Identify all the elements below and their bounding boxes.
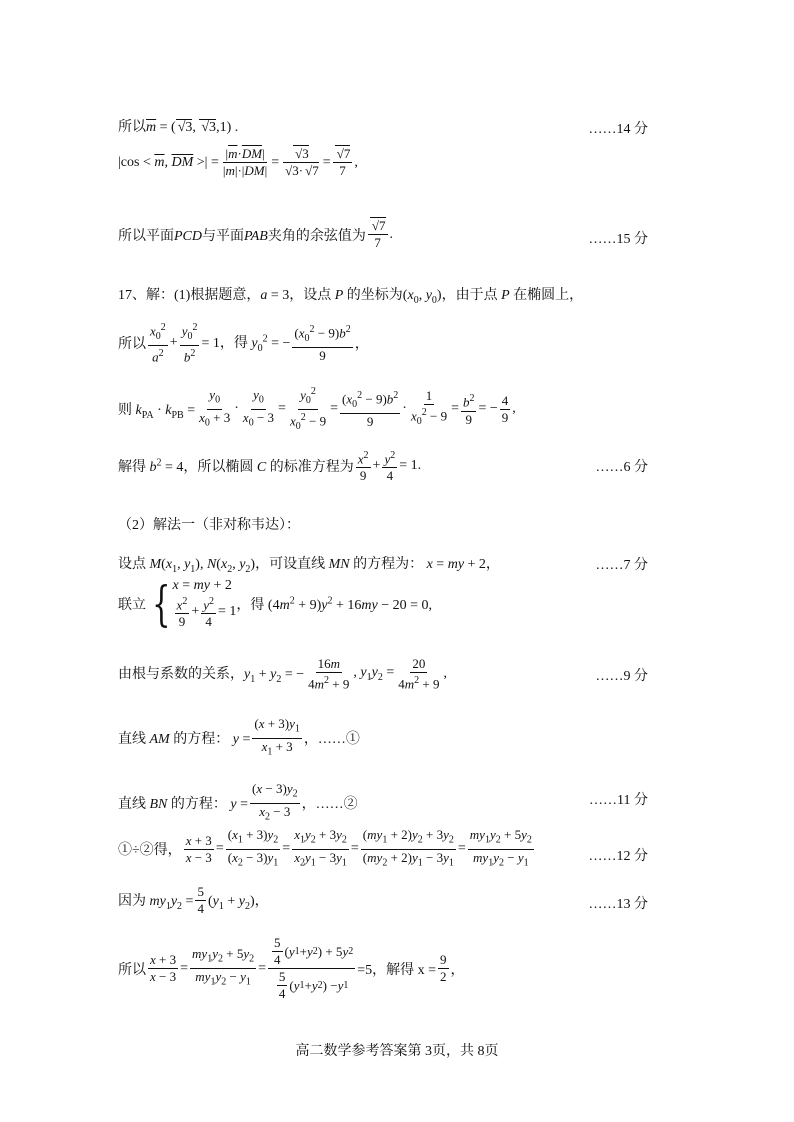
page-footer: 高二数学参考答案第 3页，共 8页: [295, 1044, 499, 1059]
fraction: $\frac{20}{4m^2 + 9}$: [398, 656, 440, 692]
fraction: $\frac{x + 3}{x - 3}$: [185, 832, 212, 865]
score-7: ……7 分: [595, 558, 648, 573]
equation-system: x = my + 2 $\frac{x^2}{9}$ + $\frac{y^2}{4}$ = 1: [172, 578, 237, 630]
fraction: $\frac{(my_1 + 2)y_2 + 3y_2}{(my_2 + 2)y_1 - 3y_1}$: [362, 827, 454, 869]
line-vieta: 由根与系数的关系，$y_1 + y_2$ = − $\frac{16m}{4m^2 + 9}$ , $y_1y_2$ = $\frac{20}{4m^2 + 9}$ ,: [118, 656, 447, 692]
score-9: ……9 分: [595, 669, 648, 684]
fraction: $\frac{y_0}{x_0 + 3}$: [199, 387, 231, 429]
line-ellipse-point: 所以 $\frac{x_0^2}{a^2}$ + $\frac{y_0^2}{b^2}$ = 1，得 $y_0^2$ = − $\frac{(x_0^2 - 9)b^2}{9}$ ，: [118, 322, 369, 365]
fraction: $\frac{1}{x_0^2 - 9}$: [410, 388, 448, 428]
fraction: $\frac{x_0^2}{a^2}$: [150, 322, 166, 365]
fraction: $\frac{|\overline{m}\cdot\overline{DM}|}{|\overline{m}|\cdot|\overline{DM}|}$: [222, 146, 268, 178]
fraction: $\frac{5}{4}$ ( y 1 + y 2 ) + 5 y 2 $\frac{5}{4}$ ( y 1 + y 2 ) − y 1: [268, 935, 355, 1002]
line-system: 联立 { x = my + 2 $\frac{x^2}{9}$ + $\frac{y^2}{4}$ = 1 ，得 $(4m^2 + 9)y^2 + 16my - 20 = 0$,: [118, 576, 433, 633]
fraction: $\frac{y_0^2}{x_0^2 - 9}$: [289, 386, 327, 432]
fraction: $\frac{x + 3}{x - 3}$: [150, 952, 177, 984]
line-cos-formula: $|\cos < \overline{m}$, $\overline{DM}$ >| = $\frac{|\overline{m}\cdot\overline{DM}|}{|\overline{m}|\cdot|\overline{DM}|}$ = $\frac{√3}{√3\cdot √7}$ = $\frac{√7}{7}$ ,: [118, 146, 358, 178]
text: $|\cos < \overline{m}$, $\overline{DM}$ >| =: [118, 154, 219, 170]
fraction: $\frac{y_0}{x_0 - 3}$: [242, 387, 275, 429]
fraction: $\frac{(x_0^2 - 9)b^2}{9}$: [294, 323, 351, 363]
fraction: $\frac{y^2}{4}$: [384, 450, 396, 484]
score-6: ……6 分: [595, 460, 648, 475]
fraction: $\frac{√3}{√3\cdot √7}$: [285, 146, 319, 178]
fraction: $\frac{(x - 3)y_2}{x_2 - 3}$: [252, 781, 298, 823]
line-m-vector: [118, 116, 238, 136]
text: 所以$\overline{m}$ = ( √3, √3,1) .: [118, 120, 239, 135]
score-13: ……13 分: [588, 897, 648, 912]
fraction: $\frac{√7}{7}$: [333, 146, 353, 179]
fraction: $\frac{my_1y_2 + 5y_2}{my_1y_2 - y_1}$: [469, 827, 532, 869]
line-final: 所以 $\frac{x + 3}{x - 3}$ = $\frac{my_1y_2 + 5y_2}{my_1y_2 - y_1}$ = $\frac{5}{4}$ ( y 1 + y 2 ) + 5 y 2 $\frac{5}{4}$ ( y 1 + y 2 ) − y 1 =5，解得 x = $\frac{9}{2}$ ，: [118, 935, 465, 1001]
line-cosine-answer: 所以平面PCD与平面PAB夹角的余弦值为 $\frac{√7}{7}$ .: [118, 218, 393, 250]
line-because: 因为 $my_1y_2$ = $\frac{5}{4}$ $(y_1 + y_2)$，: [118, 884, 269, 916]
score-11: ……11 分: [589, 793, 648, 808]
line-bn: 直线 BN 的方程： y = $\frac{(x - 3)y_2}{x_2 - 3}$ ，……②: [118, 781, 358, 825]
fraction: $\frac{(x_0^2 - 9)b^2}{9}$: [341, 390, 399, 430]
fraction: $\frac{(x_1 + 3)y_2}{(x_2 - 3)y_1}$: [227, 827, 279, 869]
fraction: $\frac{4}{9}$: [501, 392, 509, 425]
line-method-one: （2）解法一（非对称韦达）：: [118, 518, 300, 533]
fraction: $\frac{5}{4}$: [197, 884, 204, 916]
fraction: $\frac{x_1y_2 + 3y_2}{x_2y_1 - 3y_1}$: [294, 827, 347, 869]
fraction: $\frac{9}{2}$: [440, 952, 447, 984]
score-14: ……14 分: [588, 122, 648, 137]
fraction: $\frac{16m}{4m^2 + 9}$: [308, 656, 350, 692]
line-slope-product: 则 $k_{PA} \cdot k_{PB}$ = $\frac{y_0}{x_0 + 3}$ · $\frac{y_0}{x_0 - 3}$ = $\frac{y_0^2}{x_0^2 - 9}$ = $\frac{(x_0^2 - 9)b^2}{9}$ · $\frac{1}{x_0^2 - 9}$ = $\frac{b^2}{9}$ = − $\frac{4}{9}$ ,: [118, 384, 516, 435]
line-division: ①÷②得， $\frac{x + 3}{x - 3}$ = $\frac{(x_1 + 3)y_2}{(x_2 - 3)y_1}$ = $\frac{x_1y_2 + 3y_2}{x_2y_1 - 3y_1}$ = $\frac{(my_1 + 2)y_2 + 3y_2}{(my_2 + 2)y_1 - 3y_1}$ = $\frac{my_1y_2 + 5y_2}{my_1y_2 - y_1}$: [118, 827, 536, 871]
fraction: $\frac{(x + 3)y_1}{x_1 + 3}$: [254, 716, 300, 758]
fraction: $\frac{y_0^2}{b^2}$: [181, 322, 198, 365]
line-ellipse-equation: 解得 $b^2 = 4$，所以椭圆 C 的标准方程为 $\frac{x^2}{9}$ + $\frac{y^2}{4}$ = 1.: [118, 450, 422, 484]
fraction: $\frac{√7}{7}$: [368, 218, 388, 251]
fraction: $\frac{x^2}{9}$: [357, 450, 369, 484]
line-set-points: 设点 $M(x_1$, $y_1$), $N(x_2$, $y_2$)，可设直线 MN 的方程为： x = my + 2，: [118, 557, 500, 575]
score-15: ……15 分: [588, 232, 648, 247]
line-problem-17: 17、解：(1)根据题意，a = 3，设点 P 的坐标为($x_0$, $y_0$)，由于点 P 在椭圆上，: [118, 288, 584, 306]
line-am: 直线 AM 的方程： y = $\frac{(x + 3)y_1}{x_1 + 3}$ ，……①: [118, 716, 360, 760]
fraction: $\frac{my_1y_2 + 5y_2}{my_1y_2 - y_1}$: [192, 946, 255, 988]
score-12: ……12 分: [588, 849, 648, 864]
fraction: $\frac{b^2}{9}$: [462, 393, 475, 427]
